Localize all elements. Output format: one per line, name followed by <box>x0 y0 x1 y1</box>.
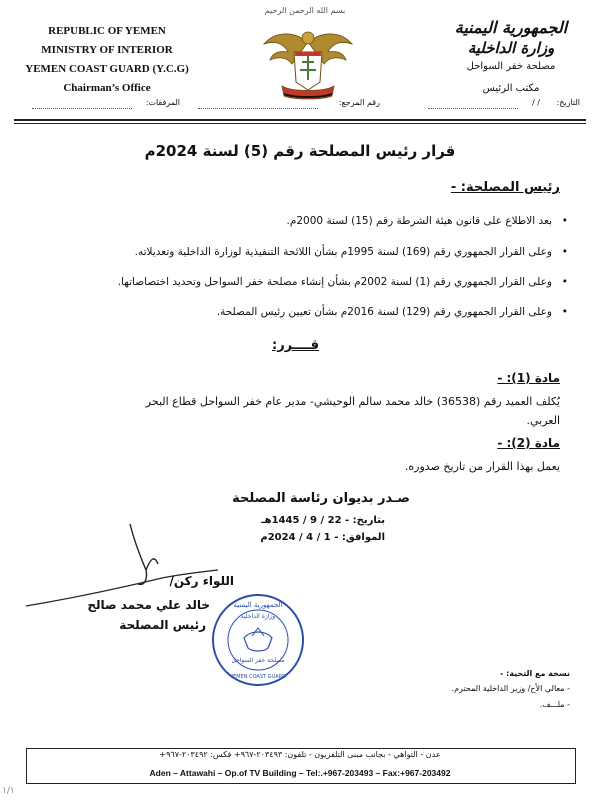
stamp-top-text: الجمهورية اليمنية <box>233 601 283 609</box>
issued-line: صـدر بديوان رئاسة المصلحة <box>232 491 410 506</box>
recital-1: • بعد الاطلاع على قانون هيئة الشرطة رقم (15) لسنة 2000م. <box>32 215 552 227</box>
recital-3: • وعلى القرار الجمهوري رقم (1) لسنة 2002م بشأن إنشاء مصلحة خفر السواحل وتحديد اختصاصاتها. <box>32 276 552 288</box>
date-value: / / <box>532 98 540 107</box>
english-letterhead <box>12 22 202 98</box>
header-ministry: MINISTRY OF INTERIOR <box>41 44 173 56</box>
date-label: التاريخ: <box>556 98 580 107</box>
header-divider-thin <box>14 123 586 124</box>
signatory-rank: اللواء ركن/ <box>169 574 234 588</box>
copies-line-1: - معالي الأخ/ وزير الداخلية المحترم. <box>451 684 570 693</box>
signatory-title: رئيس المصلحة <box>119 618 206 632</box>
stamp-lower-text: مصلحة خفر السواحل <box>231 657 285 664</box>
chief-heading: رئيس المصلحة: - <box>450 180 560 195</box>
stamp-middle-text: وزارة الداخلية <box>240 613 276 620</box>
copies-line-2: - ملـــف. <box>539 700 570 709</box>
article-1-text: يُكلف العميد رقم (36538) خالد محمد سالم الوحيشي- مدير عام خفر السواحل قطاع البحر <box>145 395 560 408</box>
basmala: بسم الله الرحمن الرحيم <box>264 6 346 15</box>
recital-4: • وعلى القرار الجمهوري رقم (129) لسنة 2016م بشأن تعيين رئيس المصلحة. <box>32 306 552 318</box>
signatory-name: خالد علي محمد صالح <box>87 598 210 612</box>
footer-arabic: عدن - التواهي - بجانب مبنى التلفزيون - تلفون: ٢٠٣٤٩٣-٩٦٧+ فكس: ٢٠٣٤٩٢-٩٦٧+ <box>159 750 441 759</box>
footer-english: Aden – Attawahi – Op.of TV Building – Tel:.+967-203493 – Fax:+967-203492 <box>149 768 451 778</box>
page-number: ١/١ <box>2 786 15 796</box>
header-coast-guard: YEMEN COAST GUARD (Y.C.G) <box>25 63 189 75</box>
header-divider <box>14 119 586 121</box>
article-1-text-cont: العربي. <box>526 414 560 427</box>
arabic-letterhead <box>436 18 586 98</box>
stamp-english-text: YEMEN COAST GUARD <box>230 674 286 680</box>
official-stamp-icon <box>210 592 306 688</box>
header-ar-authority: مصلحة خفر السواحل <box>466 61 556 72</box>
date-hijri: بتاريخ: - 22 / 9 / 1445هـ <box>261 515 385 526</box>
decision-title: قرار رئيس المصلحة رقم (5) لسنة 2024م <box>144 142 456 160</box>
reference-line <box>20 98 580 112</box>
header-office: Chairman’s Office <box>63 82 151 94</box>
ref-label: رقم المرجع: <box>338 98 380 107</box>
copies-heading: نسخة مع التحية: - <box>500 669 570 678</box>
header-ar-republic: الجمهورية اليمنية <box>454 18 568 37</box>
attachments-label: المرفقات: <box>145 98 180 107</box>
article-2-heading: مادة (2): - <box>497 436 560 450</box>
article-1-heading: مادة (1): - <box>497 371 560 385</box>
eagle-emblem-icon <box>262 22 354 106</box>
header-ar-office: مكتب الرئيس <box>482 83 540 94</box>
header-ar-ministry: وزارة الداخلية <box>467 39 555 57</box>
header-republic: REPUBLIC OF YEMEN <box>48 25 166 37</box>
decided-heading: قــــرر: <box>272 338 320 353</box>
article-2-text: يعمل بهذا القرار من تاريخ صدوره. <box>404 460 560 473</box>
recital-2: • وعلى القرار الجمهوري رقم (169) لسنة 1995م بشأن اللائحة التنفيذية لوزارة الداخلية وتعديلاته. <box>32 246 552 258</box>
date-gregorian: الموافق: - 1 / 4 / 2024م <box>260 532 385 543</box>
